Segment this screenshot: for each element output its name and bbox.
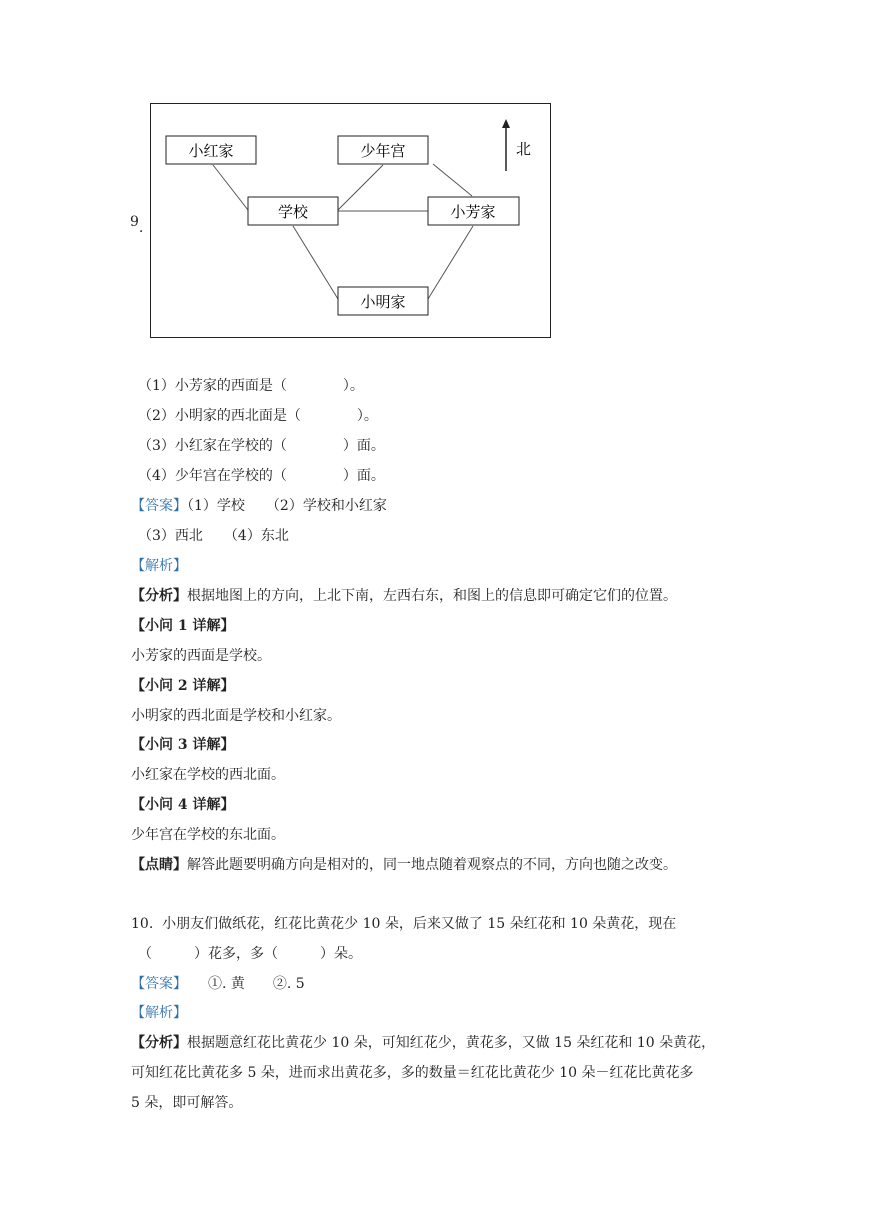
question-9-4: （4）少年宫在学校的（ ）面。 bbox=[138, 468, 385, 484]
place-xiaoming bbox=[338, 287, 428, 315]
fenxi-line-3: 5 朵，即可解答。 bbox=[131, 1095, 243, 1111]
answer-tag: 【答案】 bbox=[131, 498, 187, 514]
place-label: 小红家 bbox=[188, 142, 234, 160]
fenxi-tag: 【分析】 bbox=[131, 1035, 187, 1051]
place-xiaohong bbox=[166, 136, 256, 164]
answer-text: ①. 黄 ②. 5 bbox=[180, 976, 305, 992]
dianjing-row bbox=[131, 856, 677, 874]
direction-map bbox=[150, 103, 551, 338]
answer-row-10 bbox=[131, 975, 305, 993]
question-9-3: （3）小红家在学校的（ ）面。 bbox=[138, 438, 385, 454]
fenxi-line-2: 可知红花比黄花多 5 朵，进而求出黄花多，多的数量＝红花比黄花少 10 朵－红花比黄花多 bbox=[131, 1065, 694, 1081]
answer-text-2: （3）西北 （4）东北 bbox=[138, 528, 289, 544]
analysis-tag: 【解析】 bbox=[131, 558, 187, 574]
place-xiaofang bbox=[428, 197, 519, 225]
place-label: 小芳家 bbox=[450, 203, 496, 221]
sub-4-tag: 【小问 4 详解】 bbox=[131, 797, 235, 813]
place-label: 少年宫 bbox=[360, 142, 406, 160]
dianjing-text: 解答此题要明确方向是相对的，同一地点随着观察点的不同，方向也随之改变。 bbox=[187, 857, 677, 873]
place-shaoniangong bbox=[338, 136, 428, 164]
sub-3-text: 小红家在学校的西北面。 bbox=[131, 767, 285, 783]
sub-1-tag: 【小问 1 详解】 bbox=[131, 618, 235, 634]
place-label: 小明家 bbox=[360, 293, 406, 311]
analysis-tag-10: 【解析】 bbox=[131, 1005, 187, 1021]
sub-2-tag: 【小问 2 详解】 bbox=[131, 678, 235, 694]
question-10-line-2: （ ）花多，多（ ）朵。 bbox=[138, 946, 362, 962]
dianjing-tag: 【点睛】 bbox=[131, 857, 187, 873]
answer-tag: 【答案】 bbox=[131, 976, 180, 992]
fenxi-text: 根据地图上的方向，上北下南，左西右东，和图上的信息即可确定它们的位置。 bbox=[187, 588, 677, 604]
question-9-2: （2）小明家的西北面是（ ）。 bbox=[138, 408, 378, 424]
question-number: 9 bbox=[130, 214, 139, 230]
sub-4-text: 少年宫在学校的东北面。 bbox=[131, 827, 285, 843]
north-label: 北 bbox=[516, 140, 532, 158]
question-10-line-1: 10. 小朋友们做纸花，红花比黄花少 10 朵，后来又做了 15 朵红花和 10 朵黄花，现在 bbox=[131, 916, 677, 932]
question-number-dot: . bbox=[138, 220, 144, 236]
place-label: 学校 bbox=[277, 203, 309, 221]
question-9-number bbox=[130, 214, 144, 236]
place-school bbox=[248, 197, 338, 225]
answer-row bbox=[131, 497, 387, 515]
sub-2-text: 小明家的西北面是学校和小红家。 bbox=[131, 708, 341, 724]
answer-text: （1）学校 （2）学校和小红家 bbox=[187, 498, 387, 514]
fenxi-row-10 bbox=[131, 1034, 715, 1052]
question-9-1: （1）小芳家的西面是（ ）。 bbox=[138, 378, 364, 394]
fenxi-row bbox=[131, 587, 677, 605]
fenxi-text: 根据题意红花比黄花少 10 朵，可知红花少，黄花多，又做 15 朵红花和 10 朵黄花， bbox=[187, 1035, 716, 1051]
sub-1-text: 小芳家的西面是学校。 bbox=[131, 648, 271, 664]
sub-3-tag: 【小问 3 详解】 bbox=[131, 737, 235, 753]
fenxi-tag: 【分析】 bbox=[131, 588, 187, 604]
